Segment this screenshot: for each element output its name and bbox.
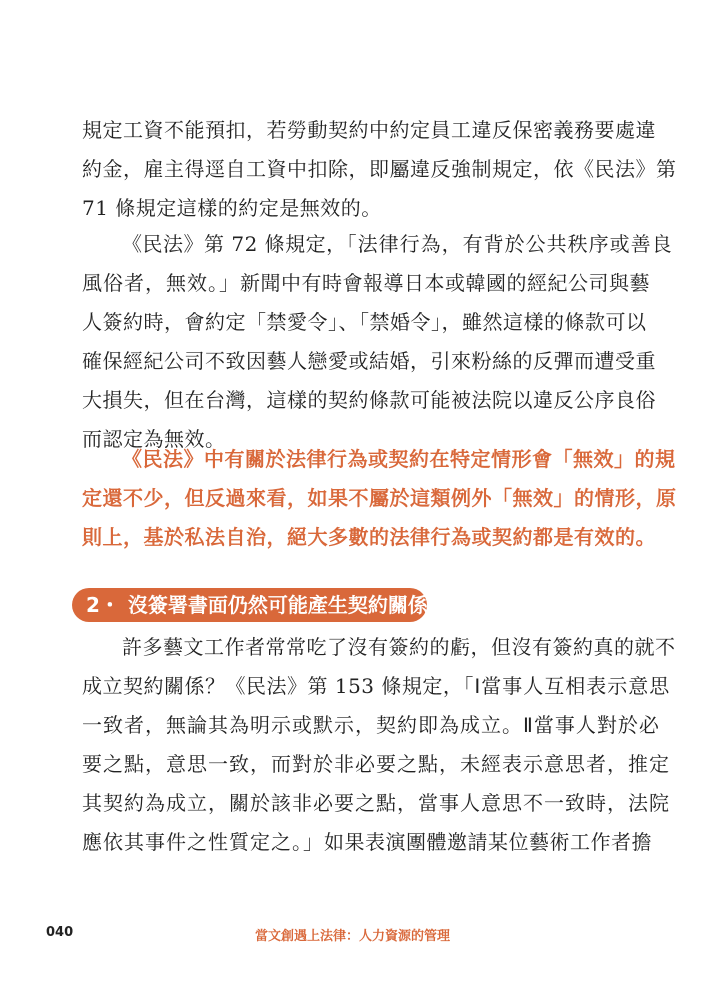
text-line: 大損失，但在台灣，這樣的契約條款可能被法院以違反公序良俗 [82,388,656,412]
text-segment: 成立契約關係？《民法》第 153 條規定， [82,674,464,698]
law-quote-line: 其契約為成立，關於該非必要之點，當事人意思不一致時，法院 [82,791,670,815]
law-quote-line: 要之點，意思一致，而對於非必要之點，未經表示意思者，推定 [82,752,670,776]
text-line: 確保經紀公司不致因藝人戀愛或結婚，引來粉絲的反彈而遭受重 [82,349,656,373]
paragraph-1 [82,111,677,228]
highlighted-paragraph [82,440,677,557]
text-line: 許多藝文工作者常常吃了沒有簽約的虧，但沒有簽約真的就不 [122,635,676,659]
text-line [82,264,650,303]
text-line: 約金，雇主得逕自工資中扣除，即屬違反強制規定，依《民法》第 [82,157,677,181]
text-line: 則上，基於私法自治，絕大多數的法律行為或契約都是有效的。 [82,525,656,549]
page-number: 040 [46,925,74,940]
text-line [82,823,652,862]
law-quote: 「Ⅰ當事人互相表示意思 [463,674,671,698]
text-line [82,225,673,264]
law-quote: 「法律行為，有背於公共秩序或善良 [346,232,673,256]
book-title: 當文創遇上法律：人力資源的管理 [254,929,450,944]
paragraph-2 [82,225,673,459]
paragraph-4 [82,628,676,862]
text-line: 《民法》中有關於法律行為或契約在特定情形會「無效」的規 [122,447,676,471]
text-segment: 《民法》第 72 條規定， [122,232,347,256]
text-segment: 如果表演團體邀請某位藝術工作者擔 [324,830,652,854]
text-line: 71 條規定這樣的約定是無效的。 [82,196,382,220]
section-heading [72,588,427,622]
text-line: 而認定為無效。 [82,427,226,451]
text-segment: 新聞中有時會報導日本或韓國的經紀公司與藝 [240,271,650,295]
text-line: 定還不少，但反過來看，如果不屬於這類例外「無效」的情形，原 [82,486,677,510]
section-number: 2・ [86,593,120,617]
text-line: 規定工資不能預扣，若勞動契約中約定員工違反保密義務要處違 [82,118,656,142]
text-line: 人簽約時，會約定「禁愛令」、「禁婚令」，雖然這樣的條款可以 [82,310,647,334]
law-quote: 風俗者，無效。」 [82,271,240,295]
law-quote-line: 一致者，無論其為明示或默示，契約即為成立。Ⅱ當事人對於必 [82,713,660,737]
text-line [82,667,671,706]
law-quote: 應依其事件之性質定之。」 [82,830,324,854]
section-title: 沒簽署書面仍然可能產生契約關係 [127,593,428,617]
